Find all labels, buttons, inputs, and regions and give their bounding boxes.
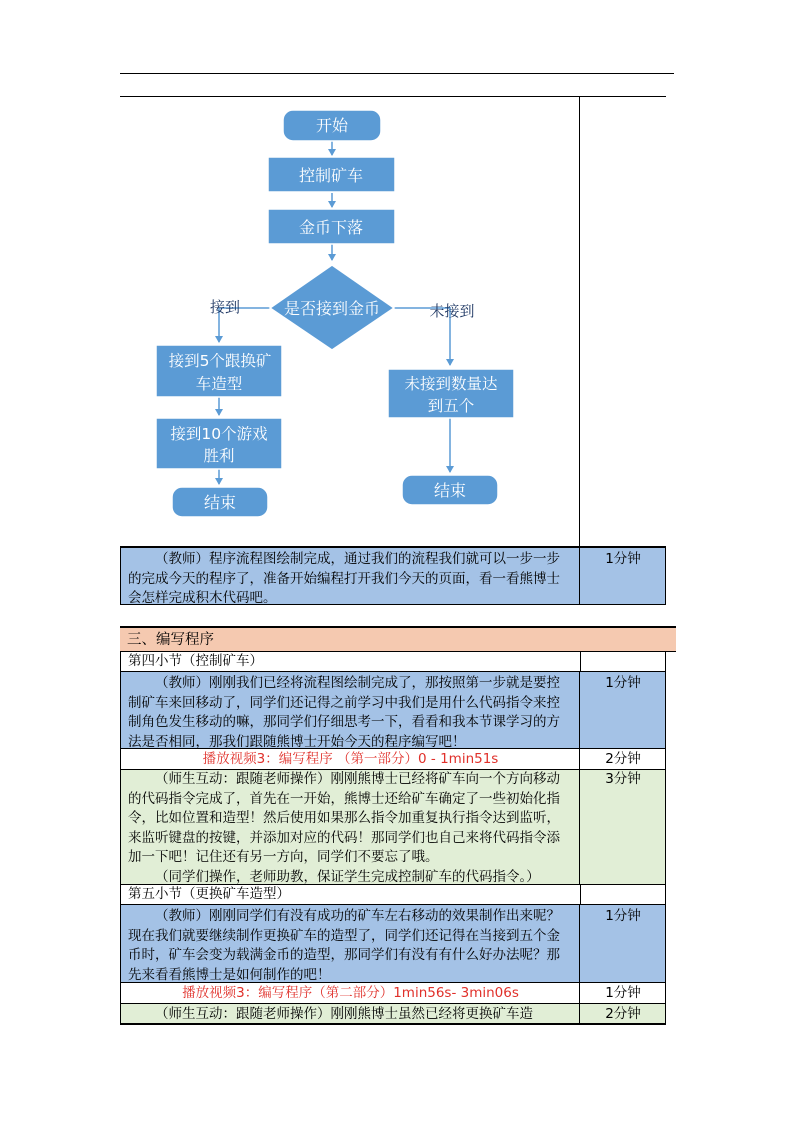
- subsection4-row: [120, 652, 666, 672]
- col-divider: [580, 652, 581, 671]
- interaction-row-2: [120, 1004, 666, 1025]
- table1-row-text: （教师）程序流程图绘制完成，通过我们的流程我们就可以一步一步的完成今天的程序了，准备开始编程打开我们今天的页面，看一看熊博士会怎样完成积木代码吧。: [121, 548, 580, 605]
- subsection5-row: [120, 885, 666, 905]
- teacher-row-1-text: （教师）刚刚我们已经将流程图绘制完成了，那按照第一步就是要控制矿车来回移动了，同学们还记得之前学习中我们是用什么代码指令来控制角色发生移动的嘛，那同学们仔细思考一下，看看和我本节课学习的方法是否相同，那我们跟随熊博士开始今天的程序编写吧！: [121, 672, 580, 748]
- video-row-2-text: 播放视频3：编写程序（第二部分）1min56s- 3min06s: [121, 983, 580, 1003]
- flow-end-right-label: 结束: [433, 481, 467, 500]
- video-row-1-time: 2分钟: [605, 751, 641, 767]
- interaction-row-1-note: （同学们操作，老师助教，保证学生完成控制矿车的代码指令。）: [155, 868, 540, 885]
- flow-start-label: 开始: [315, 116, 349, 135]
- interaction-row-1-text: （师生互动：跟随老师操作）刚刚熊博士已经将矿车向一个方向移动的代码指令完成了，首先在一开始，熊博士还给矿车确定了一些初始化指令，比如位置和造型！然后使用如果那么指令加重复执行指令达到监听，来监听键盘的按键，并添加对应的代码！那同学们也自己来将代码指令添加一下吧！记住还有另一方向，同学们不要忘了哦。: [128, 771, 560, 865]
- teacher-row-1: [120, 672, 666, 749]
- flow-no-step1-line1: 未接到数量达: [404, 375, 498, 393]
- subsection5-title: 第五小节（更换矿车造型）: [128, 886, 290, 902]
- flow-branch-no-label: 未接到: [429, 302, 475, 320]
- table1-row-time: 1分钟: [605, 551, 641, 567]
- flow-end-left-label: 结束: [203, 493, 237, 512]
- interaction-row-1-cell: [121, 770, 580, 884]
- interaction-row-2-time: 2分钟: [605, 1006, 641, 1022]
- table1-row: [120, 546, 666, 605]
- interaction-row-1: [120, 770, 666, 885]
- flow-branch-yes-label: 接到: [209, 298, 241, 316]
- flow-yes-step2-line1: 接到10个游戏: [170, 425, 268, 443]
- flow-decision-label: 是否接到金币: [283, 299, 381, 318]
- flow-yes-step2-line2: 胜利: [203, 447, 235, 465]
- flow-yes-step1-line1: 接到5个跟换矿: [168, 352, 272, 370]
- video-row-2: [120, 983, 666, 1004]
- video-row-1-text: 播放视频3：编写程序 （第一部分）0 - 1min51s: [121, 749, 580, 769]
- flowchart: [0, 0, 794, 560]
- teacher-row-1-time: 1分钟: [605, 675, 641, 691]
- flow-no-step1-line2: 到五个: [427, 397, 475, 415]
- teacher-row-2-time: 1分钟: [605, 908, 641, 924]
- flow-coin-fall-label: 金币下落: [298, 218, 364, 237]
- teacher-row-2: [120, 905, 666, 983]
- video-row-1: [120, 749, 666, 770]
- interaction-row-1-time: 3分钟: [605, 771, 641, 787]
- section-title: 三、编写程序: [127, 632, 214, 648]
- flow-yes-step1-line2: 车造型: [195, 375, 243, 393]
- teacher-row-2-text: （教师）刚刚同学们有没有成功的矿车左右移动的效果制作出来呢？现在我们就要继续制作更换矿车的造型了，同学们还记得在当接到五个金币时，矿车会变为载满金币的造型，那同学们有没有有什么好办法呢？那先来看看熊博士是如何制作的吧！: [121, 905, 580, 982]
- interaction-row-2-text: （师生互动：跟随老师操作）刚刚熊博士虽然已经将更换矿车造: [121, 1004, 580, 1023]
- subsection4-title: 第四小节（控制矿车）: [128, 653, 263, 669]
- video-row-2-time: 1分钟: [605, 985, 641, 1001]
- flow-control-cart-label: 控制矿车: [298, 166, 364, 185]
- col-divider: [580, 885, 581, 904]
- section-header: [120, 626, 676, 652]
